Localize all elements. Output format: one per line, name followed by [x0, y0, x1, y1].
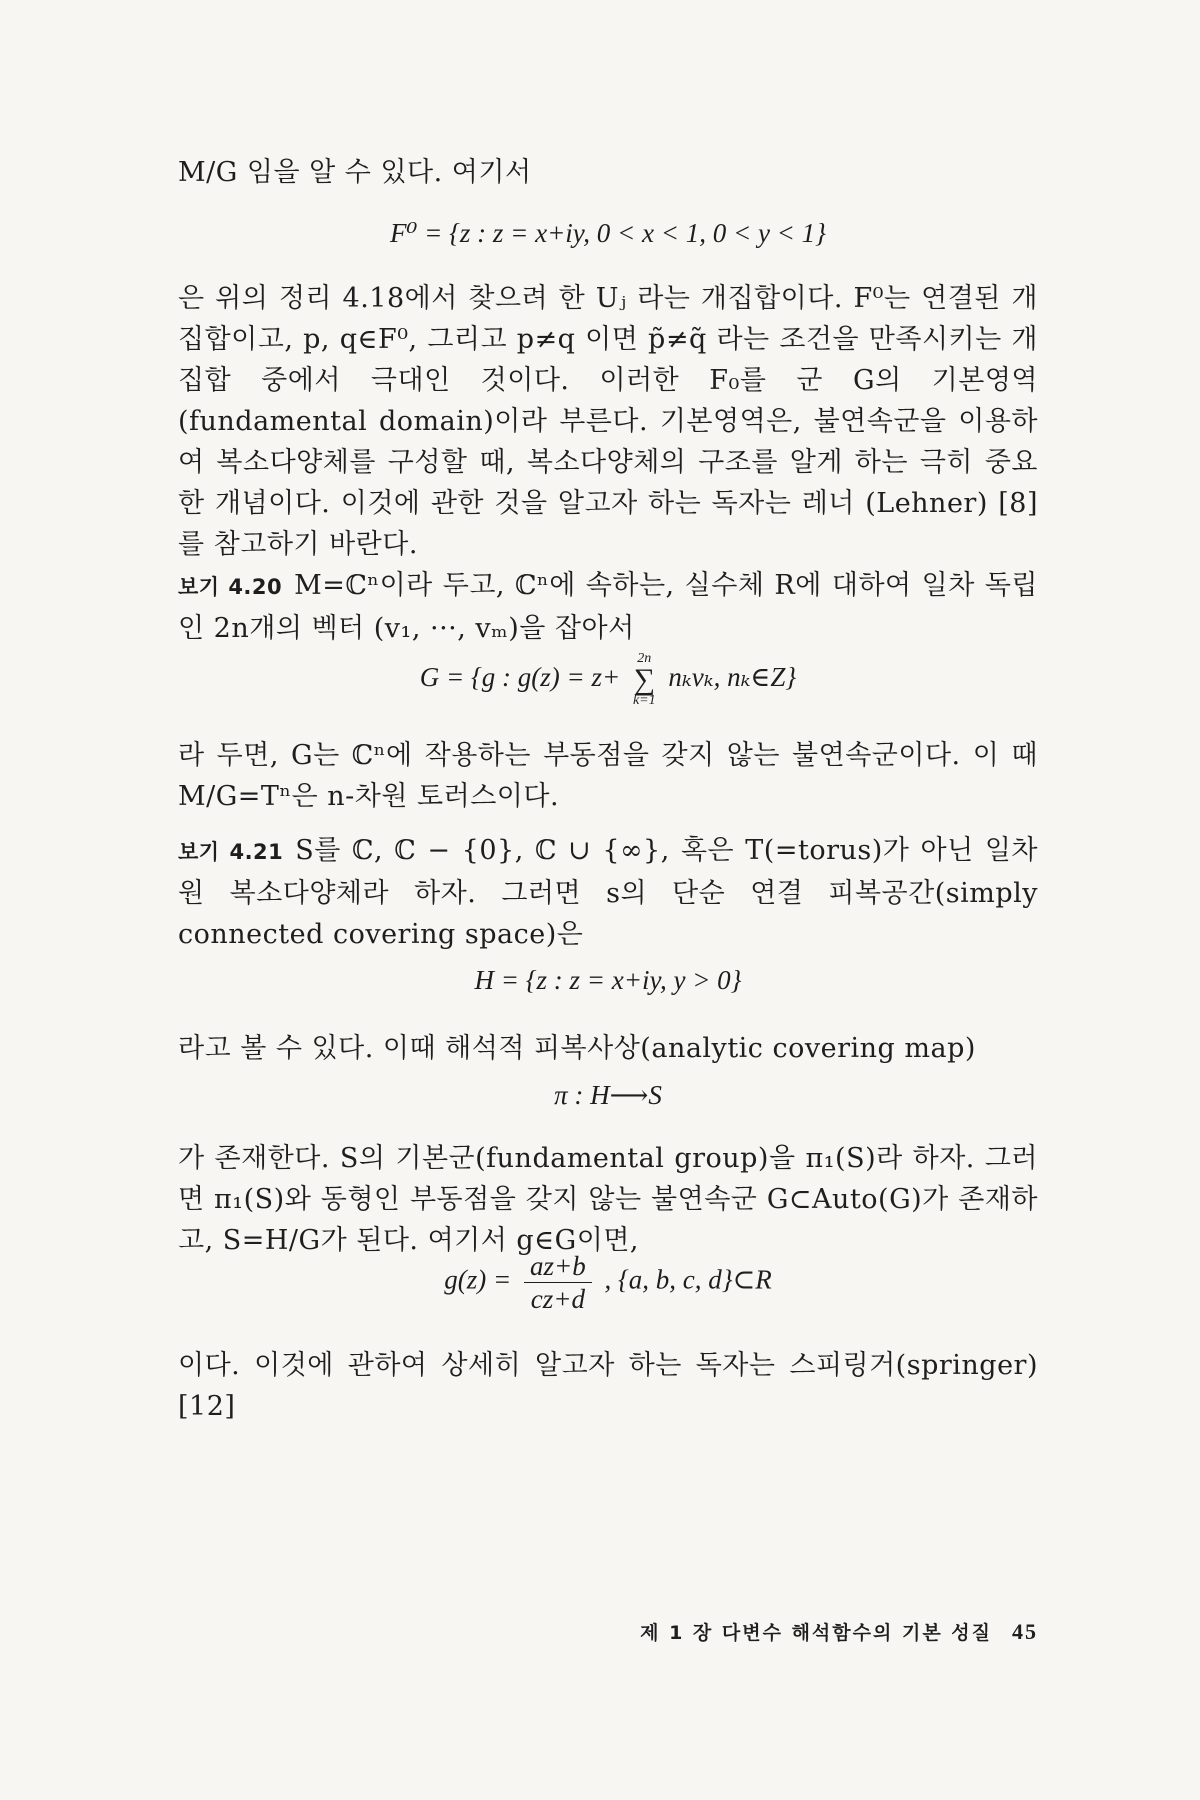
- fraction-denominator: cz+d: [530, 1284, 585, 1314]
- equation-group-g: [178, 652, 1038, 708]
- paragraph-torus: 라 두면, G는 ℂⁿ에 작용하는 부동점을 갖지 않는 불연속군이다. 이 때 M/G=Tⁿ은 n-차원 토러스이다.: [178, 740, 1038, 812]
- page-number: 45: [1012, 1619, 1038, 1644]
- chapter-title: 제 1 장 다변수 해석함수의 기본 성질: [640, 1622, 992, 1644]
- equation-f0: F⁰ = {z : z = x+iy, 0 < x < 1, 0 < y < 1}: [390, 218, 826, 248]
- sum-lower: k=1: [632, 693, 656, 708]
- equation-right: , {a, b, c, d}⊂R: [604, 1264, 772, 1295]
- fraction: [524, 1250, 592, 1315]
- fraction-numerator: az+b: [524, 1250, 592, 1283]
- paragraph-springer: 이다. 이것에 관하여 상세히 알고자 하는 독자는 스피링거(springer)[12]: [178, 1350, 1038, 1422]
- paragraph-intro: M/G 임을 알 수 있다. 여기서: [178, 157, 532, 188]
- equation-left: G = {g : g(z) = z+: [419, 662, 621, 693]
- example-text: M=ℂⁿ이라 두고, ℂⁿ에 속하는, 실수체 R에 대하여 일차 독립인 2n개의 벡터 (v₁, ···, vₘ)을 잡아서: [178, 570, 1038, 644]
- paragraph-fundamental-domain: 은 위의 정리 4.18에서 찾으려 한 Uⱼ 라는 개집합이다. F⁰는 연결된 개집합이고, p, q∈F⁰, 그리고 p≠q 이면 p̃≠q̃ 라는 조건을 만족시키는 개집합 중에서 극대인 것이다. 이러한 F₀를 군 G의 기본영역 (fundamental domain)이라 부른다. 기본영역은, 불연속군을 이용하여 복소다양체를 구성할 때, 복소다양체의 구조를 알게 하는 극히 중요한 개념이다. 이것에 관한 것을 알고자 하는 독자는 레너 (Lehner) [8]를 참고하기 바란다.: [178, 283, 1038, 560]
- equation-left: g(z) =: [444, 1264, 512, 1295]
- page-footer: [178, 1618, 1038, 1645]
- equation-mobius: [178, 1250, 1038, 1315]
- paragraph-covering-map: 라고 볼 수 있다. 이때 해석적 피복사상(analytic covering map): [178, 1033, 976, 1064]
- equation-upper-half-plane: H = {z : z = x+iy, y > 0}: [474, 965, 742, 995]
- sum-upper: 2n: [637, 651, 652, 666]
- sum-symbol: ∑: [633, 663, 655, 696]
- example-text: S를 ℂ, ℂ − {0}, ℂ ∪ {∞}, 혹은 T(=torus)가 아닌 일차원 복소다양체라 하자. 그러면 s의 단순 연결 피복공간(simply connected covering space)은: [178, 835, 1038, 950]
- example-label: 보기 4.20: [178, 575, 283, 599]
- equation-pi: π : H⟶S: [554, 1080, 662, 1110]
- example-4-20: [178, 565, 1038, 649]
- example-label: 보기 4.21: [178, 840, 284, 864]
- summation: [633, 652, 656, 708]
- equation-right: nₖvₖ, nₖ∈Z}: [668, 662, 797, 693]
- paragraph-fundamental-group: 가 존재한다. S의 기본군(fundamental group)을 π₁(S)라 하자. 그러면 π₁(S)와 동형인 부동점을 갖지 않는 불연속군 G⊂Auto(G)가 존재하고, S=H/G가 된다. 여기서 g∈G이면,: [178, 1143, 1038, 1256]
- example-4-21: [178, 830, 1038, 955]
